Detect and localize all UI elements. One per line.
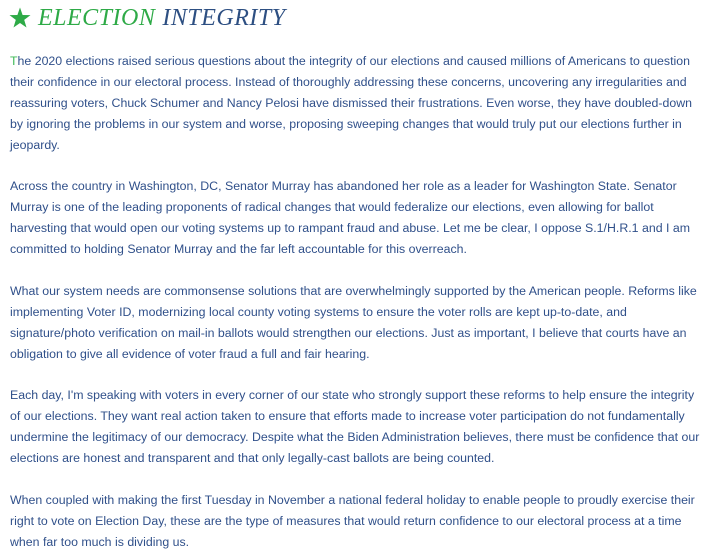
paragraph-2: Across the country in Washington, DC, Senator Murray has abandoned her role as a leader for Washington State. Senator Murray is one of the leading proponents of radical changes that would federalize our elections, even allowing for ballot harvesting that would open our voting systems up to rampant fraud and abuse. Let me be clear, I oppose S.1/H.R.1 and I am committed to holding Senator Murray and the far left accountable for this overreach. — [10, 179, 690, 257]
paragraph-4: Each day, I'm speaking with voters in every corner of our state who strongly support these reforms to help ensure the integrity of our elections. They want real action taken to ensure that efforts made to increase voter participation do not fundamentally undermine the legitimacy of our democracy. Despite what the Biden Administration believes, there must be confidence that our elections are honest and transparent and that only legally-cast ballots are being counted. — [10, 388, 700, 466]
section-heading — [8, 4, 286, 32]
paragraph-1 — [10, 51, 702, 156]
heading-word-integrity: INTEGRITY — [162, 4, 286, 31]
paragraph-3: What our system needs are commonsense solutions that are overwhelmingly supported by the American people. Reforms like implementing Voter ID, modernizing local county voting systems to ensure the voter rolls are kept up-to-date, and signature/photo verification on mail-in ballots would strengthen our elections. Just as important, I believe that courts have an obligation to give all evidence of voter fraud a full and fair hearing. — [10, 283, 697, 361]
paragraph-5: When coupled with making the first Tuesday in November a national federal holiday to enable people to proudly exercise their right to vote on Election Day, these are the type of measures that would return confidence to our electoral process at a time when far too much is dividing us. — [10, 492, 695, 549]
article-body — [10, 51, 702, 553]
paragraph-1-text: he 2020 elections raised serious questions about the integrity of our elections and caused millions of Americans to question their confidence in our electoral process. Instead of thoroughly addressing these concerns, uncovering any irregularities and reassuring voters, Chuck Schumer and Nancy Pelosi have dismissed their frustrations. Even worse, they have doubled-down by ignoring the problems in our system and worse, proposing sweeping changes that would truly put our elections further in jeopardy. — [10, 54, 692, 152]
star-icon — [8, 6, 32, 30]
dropcap-letter: T — [10, 54, 18, 68]
heading-word-election: ELECTION — [38, 4, 156, 31]
